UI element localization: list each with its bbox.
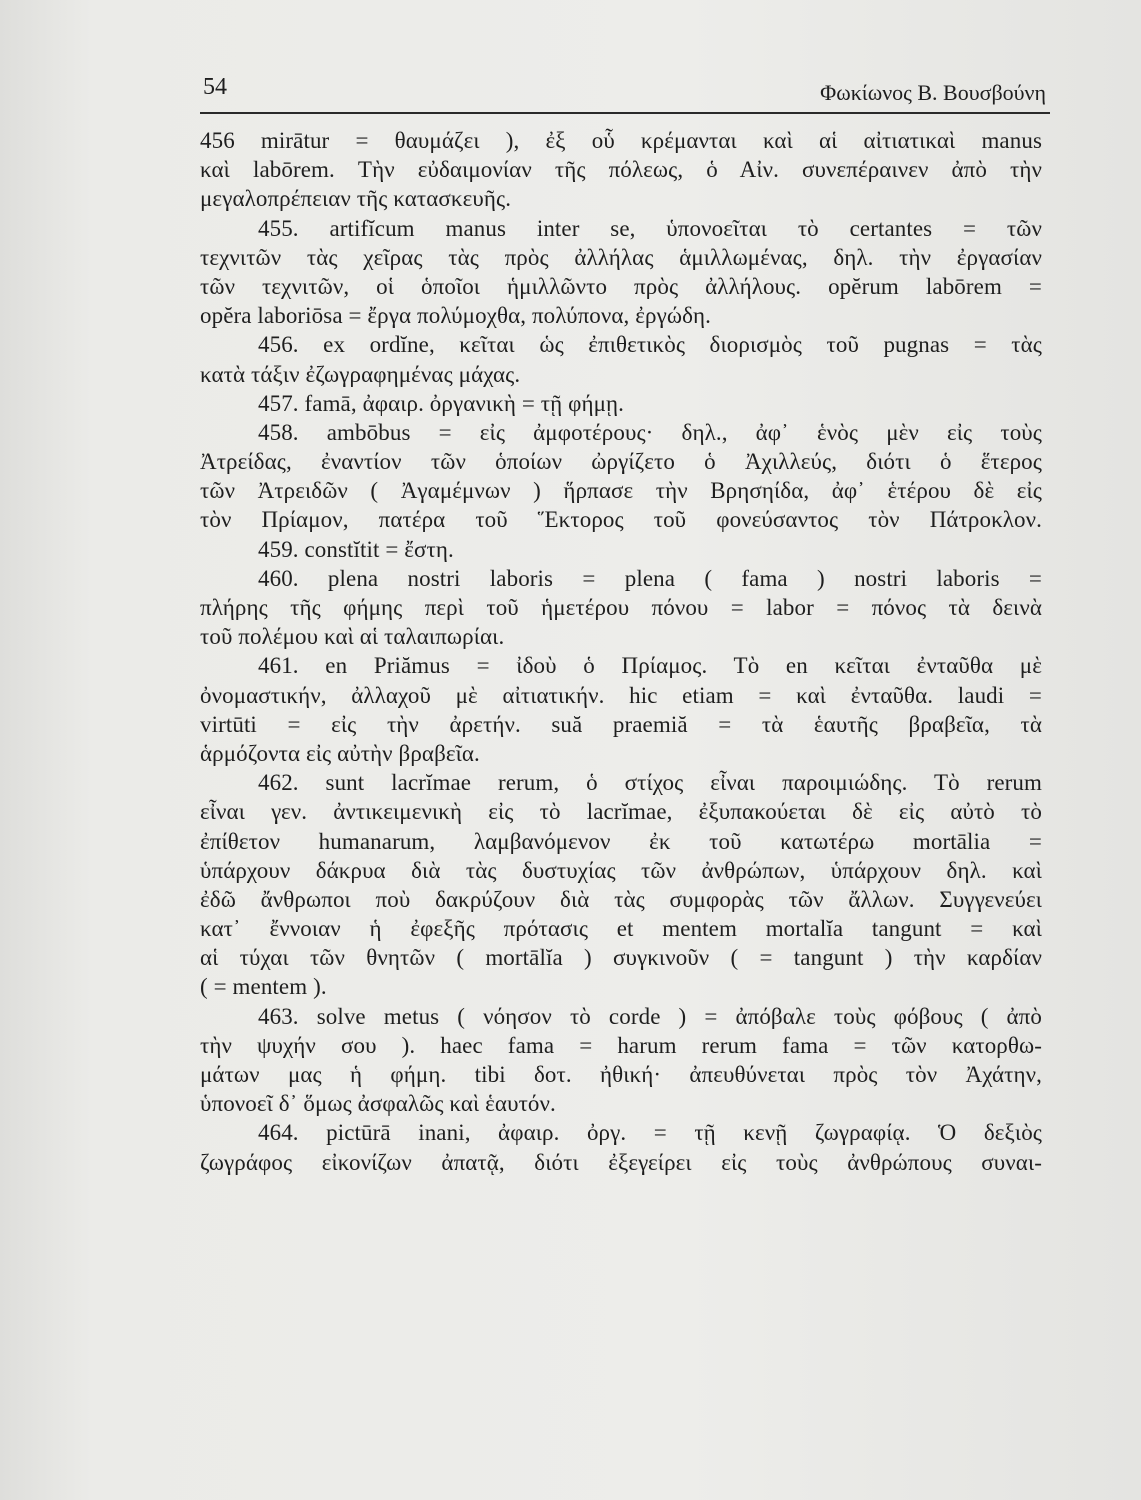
text-line: ὑπάρχουν δάκρυα διὰ τὰς δυστυχίας τῶν ἀνθρώπων, ὑπάρχουν δηλ. καὶ: [200, 857, 1042, 883]
text-line: τεχνιτῶν τὰς χεῖρας τὰς πρὸς ἀλλήλας ἁμιλλωμένας, δηλ. τὴν ἐργασίαν: [200, 244, 1042, 270]
text-line: 456 mirātur = θαυμάζει ), ἐξ οὗ κρέμανται καὶ αἱ αἰτιατικαὶ manus: [200, 128, 1042, 153]
text-line: 457. famā, ἀφαιρ. ὀργανικὴ = τῇ φήμῃ.: [258, 390, 625, 416]
text-line: μάτων μας ἡ φήμη. tibi δοτ. ἠθική· ἀπευθύνεται πρὸς τὸν Ἀχάτην,: [200, 1062, 1042, 1087]
text-line: Ἀτρείδας, ἐναντίον τῶν ὁποίων ὠργίζετο ὁ Ἀχιλλεύς, διότι ὁ ἕτερος: [200, 449, 1042, 475]
text-line: 460. plena nostri laboris = plena ( fama ) nostri laboris =: [258, 565, 1042, 591]
text-line: κατὰ τάξιν ἐζωγραφημένας μάχας.: [200, 361, 521, 387]
text-line: αἱ τύχαι τῶν θνητῶν ( mortālĭa ) συγκινοῦν ( = tangunt ) τὴν καρδίαν: [200, 945, 1042, 971]
text-line: ζωγράφος εἰκονίζων ἀπατᾷ, διότι ἐξεγείρει εἰς τοὺς ἀνθρώπους συναι-: [200, 1149, 1042, 1175]
text-line: 458. ambōbus = εἰς ἀμφοτέρους· δηλ., ἀφ᾽ ἑνὸς μὲν εἰς τοὺς: [258, 419, 1042, 445]
page-number: 54: [203, 74, 227, 100]
text-line: κατ᾽ ἔννοιαν ἡ ἐφεξῆς πρότασις et mentem mortalĭa tangunt = καὶ: [200, 916, 1042, 942]
text-line: 462. sunt lacrĭmae rerum, ὁ στίχος εἶναι παροιμιώδης. Τὸ rerum: [258, 770, 1042, 796]
text-line: τὸν Πρίαμον, πατέρα τοῦ Ἕκτορος τοῦ φονεύσαντος τὸν Πάτροκλον.: [200, 507, 1042, 533]
text-line: ἁρμόζοντα εἰς αὐτὴν βραβεῖα.: [200, 740, 480, 766]
text-line: μεγαλοπρέπειαν τῆς κατασκευῆς.: [200, 186, 512, 212]
text-line: 464. pictūrā inani, ἀφαιρ. ὀργ. = τῇ κενῇ ζωγραφίᾳ. Ὁ δεξιὸς: [258, 1120, 1042, 1146]
text-line: 459. constĭtit = ἔστη.: [258, 536, 454, 562]
commentary-text: [200, 126, 1042, 1177]
text-line: πλήρης τῆς φήμης περὶ τοῦ ἡμετέρου πόνου = labor = πόνος τὰ δεινὰ: [200, 595, 1042, 620]
text-line: 463. solve metus ( νόησον τὸ corde ) = ἀπόβαλε τοὺς φόβους ( ἀπὸ: [258, 1003, 1042, 1029]
text-line: εἶναι γεν. ἀντικειμενικὴ εἰς τὸ lacrĭmae, ἐξυπακούεται δὲ εἰς αὐτὸ τὸ: [200, 799, 1042, 825]
text-line: τῶν Ἀτρειδῶν ( Ἀγαμέμνων ) ἥρπασε τὴν Βρησηίδα, ἀφ᾽ ἑτέρου δὲ εἰς: [200, 478, 1042, 504]
header-rule: [200, 112, 1050, 114]
page-header: [200, 70, 1050, 114]
text-line: ὑπονοεῖ δ᾽ ὅμως ἀσφαλῶς καὶ ἑαυτόν.: [200, 1091, 556, 1117]
text-line: τὴν ψυχήν σου ). haec fama = harum rerum fama = τῶν κατορθω-: [200, 1032, 1042, 1058]
running-title: Φωκίωνος Β. Βουσβούνη: [820, 80, 1046, 105]
text-line: ( = mentem ).: [200, 974, 327, 1000]
text-line: opĕra laboriōsa = ἔργα πολύμοχθα, πολύπονα, ἐργώδη.: [200, 303, 711, 329]
text-line: ἐπίθετον humanarum, λαμβανόμενον ἐκ τοῦ κατωτέρω mortālia =: [200, 828, 1042, 854]
text-line: καὶ labōrem. Τὴν εὐδαιμονίαν τῆς πόλεως, ὁ Αἰν. συνεπέραινεν ἀπὸ τὴν: [200, 157, 1042, 183]
text-line: 455. artifĭcum manus inter se, ὑπονοεῖται τὸ certantes = τῶν: [258, 215, 1042, 241]
text-line: τῶν τεχνιτῶν, οἱ ὁποῖοι ἡμιλλῶντο πρὸς ἀλλήλους. opĕrum labōrem =: [200, 273, 1042, 299]
text-line: 456. ex ordĭne, κεῖται ὡς ἐπιθετικὸς διορισμὸς τοῦ pugnas = τὰς: [258, 332, 1042, 358]
text-line: τοῦ πολέμου καὶ αἱ ταλαιπωρίαι.: [200, 624, 505, 650]
text-line: 461. en Priămus = ἰδοὺ ὁ Πρίαμος. Τὸ en κεῖται ἐνταῦθα μὲ: [258, 653, 1042, 679]
text-line: virtūti = εἰς τὴν ἀρετήν. suă praemiă = τὰ ἑαυτῆς βραβεῖα, τὰ: [200, 711, 1042, 737]
text-line: ἐδῶ ἄνθρωποι ποὺ δακρύζουν διὰ τὰς συμφορὰς τῶν ἄλλων. Συγγενεύει: [200, 886, 1042, 912]
text-line: ὀνομαστικήν, ἀλλαχοῦ μὲ αἰτιατικήν. hic etiam = καὶ ἐνταῦθα. laudi =: [200, 682, 1042, 708]
